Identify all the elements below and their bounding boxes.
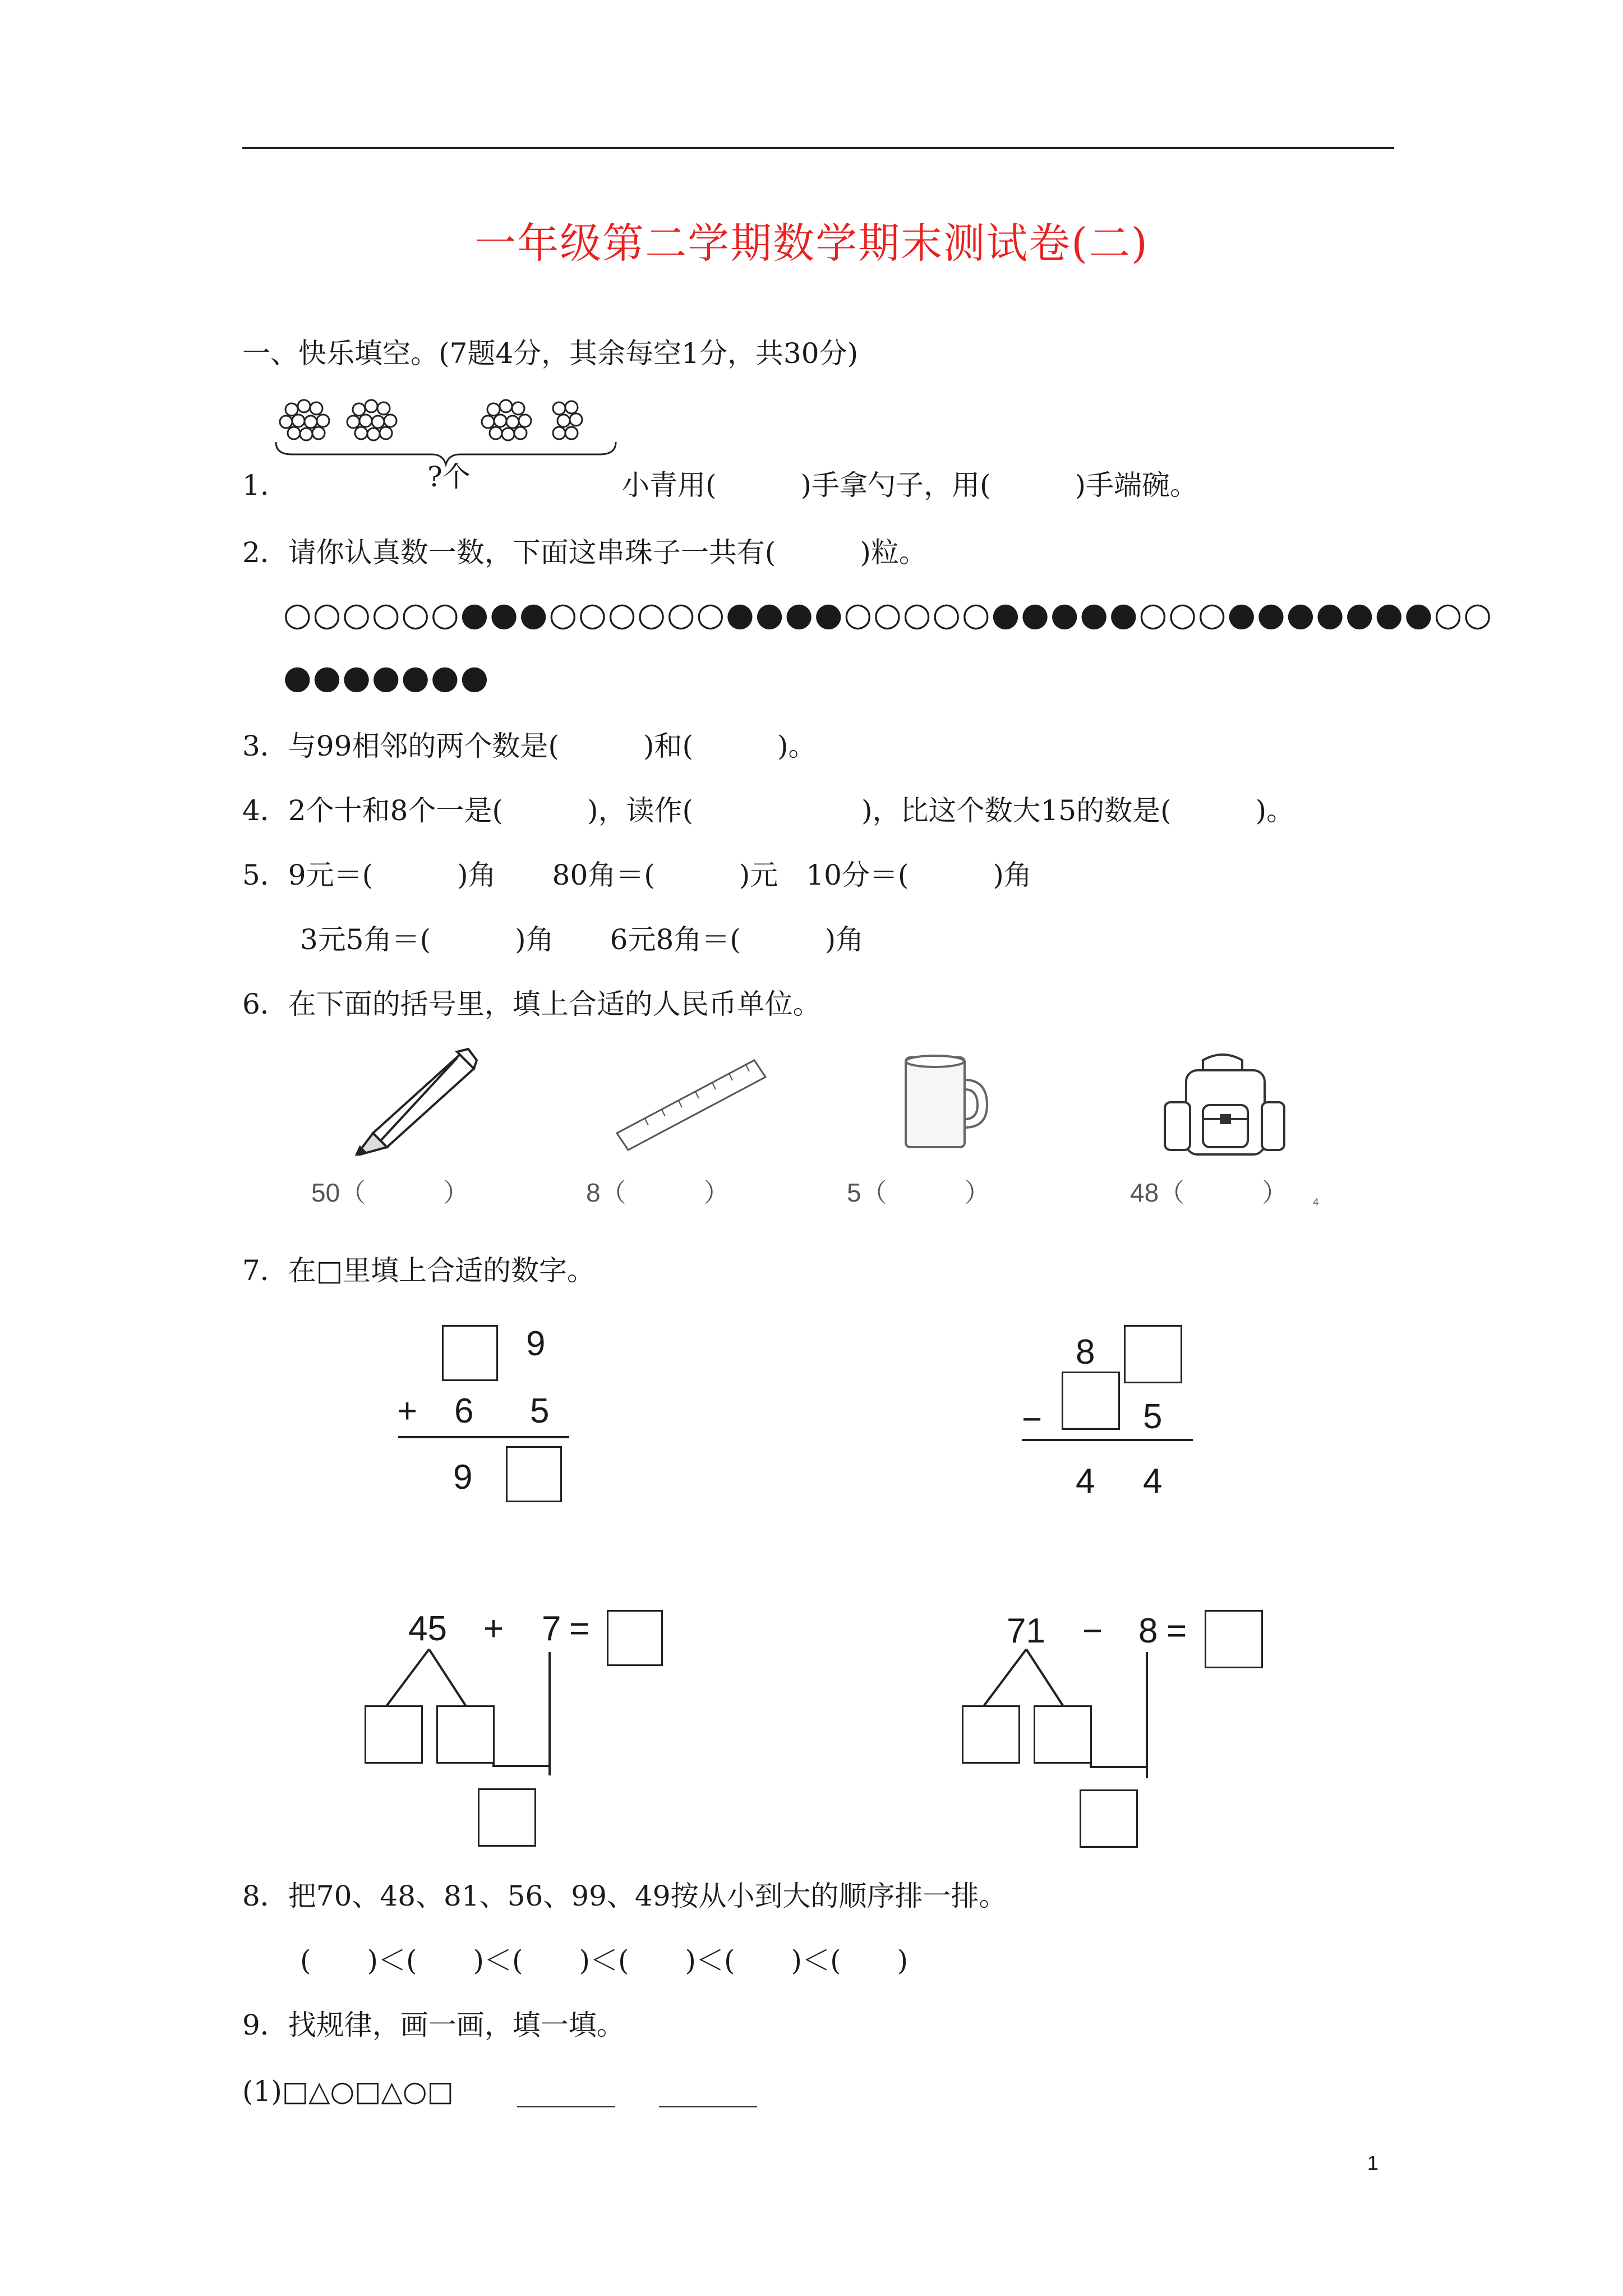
split-sub-eq: =	[1166, 1612, 1187, 1650]
add-result-ones-box[interactable]	[506, 1446, 562, 1502]
sub-result-ones: 4	[1143, 1462, 1163, 1501]
page-number: 1	[1367, 2151, 1379, 2174]
q5-line2: 3元5角＝( )角 6元8角＝( )角	[300, 923, 864, 956]
split-add-eq: =	[569, 1609, 590, 1648]
sub-rule	[1022, 1439, 1193, 1441]
add-result-tens: 9	[453, 1458, 473, 1497]
mug-icon	[897, 1049, 993, 1156]
q9-text: 9．找规律，画一画，填一填。	[242, 2009, 625, 2041]
split-sub-op: −	[1082, 1612, 1103, 1650]
add-rule	[398, 1436, 569, 1438]
q1-brace-label: ?个	[427, 461, 471, 493]
split-sub-b: 8	[1138, 1612, 1158, 1650]
add-mid-tens: 6	[454, 1392, 474, 1430]
sub-top-tens: 8	[1076, 1333, 1095, 1372]
bead-cluster	[280, 400, 329, 440]
add-mid-ones: 5	[530, 1392, 550, 1430]
q6-text: 6．在下面的括号里，填上合适的人民币单位。	[242, 988, 821, 1020]
q6-price-pencil: 50（ ）	[311, 1178, 469, 1207]
q9-sub1: (1)□△○□△○□	[242, 2075, 454, 2108]
q6-price-mug: 5（ ）	[847, 1178, 990, 1207]
split-add-answer-box[interactable]	[607, 1610, 663, 1666]
q6-price-backpack: 48（ ）	[1130, 1178, 1288, 1207]
sub-minus-sign: −	[1022, 1400, 1043, 1439]
section-heading: 一、快乐填空。(7题4分，其余每空1分，共30分)	[242, 337, 859, 370]
q1-text: 小青用( )手拿勺子，用( )手端碗。	[621, 469, 1198, 501]
split-sub-tens-box[interactable]	[962, 1705, 1020, 1764]
q7-text: 7．在□里填上合适的数字。	[242, 1254, 596, 1287]
split-add-tens-box[interactable]	[365, 1705, 423, 1764]
q9-blank-2[interactable]: _______	[659, 2075, 757, 2108]
q6-trailing-mark: ₄	[1312, 1189, 1320, 1208]
split-sub-ones-box[interactable]	[1034, 1705, 1092, 1764]
sub-result-tens: 4	[1076, 1462, 1095, 1501]
q6-price-ruler: 8（ ）	[586, 1178, 730, 1207]
add-plus-sign: +	[397, 1392, 418, 1430]
backpack-icon	[1158, 1049, 1287, 1161]
q1-number: 1.	[242, 469, 269, 501]
split-sub-diff-box[interactable]	[1080, 1789, 1138, 1848]
q3-text: 3．与99相邻的两个数是( )和( )。	[242, 730, 817, 762]
sub-mid-tens-box[interactable]	[1062, 1372, 1120, 1430]
q2-beads-line2: ●●●●●●●	[283, 658, 490, 696]
header-rule	[242, 147, 1394, 149]
beads-group-illustration	[269, 393, 628, 471]
page-title: 一年级第二学期数学期末测试卷(二)	[474, 219, 1149, 268]
q9-blank-1[interactable]: _______	[517, 2075, 615, 2108]
q2-text: 2．请你认真数一数，下面这串珠子一共有( )粒。	[242, 536, 927, 569]
q5-line1: 5．9元＝( )角 80角＝( )元 10分＝( )角	[242, 859, 1032, 891]
split-sub-a: 71	[1007, 1612, 1045, 1650]
q4-text: 4．2个十和8个一是( )，读作( )，比这个数大15的数是( )。	[242, 794, 1295, 827]
add-top-tens-box[interactable]	[442, 1325, 498, 1381]
split-add-op: +	[483, 1609, 504, 1648]
split-add-ones-box[interactable]	[436, 1705, 495, 1764]
q8-order-line: ( )＜( )＜( )＜( )＜( )＜( )	[300, 1944, 909, 1977]
pencil-icon	[348, 1043, 482, 1156]
split-add-b: 7	[542, 1609, 561, 1648]
split-sub-answer-box[interactable]	[1205, 1610, 1263, 1668]
split-add-sum-box[interactable]	[478, 1788, 536, 1847]
split-add-a: 45	[408, 1609, 447, 1648]
sub-mid-ones: 5	[1143, 1397, 1163, 1436]
q2-beads-line1: ○○○○○○●●●○○○○○○●●●●○○○○○●●●●●○○○●●●●●●●○○	[283, 595, 1493, 633]
ruler-icon	[611, 1055, 768, 1156]
q8-text: 8．把70、48、81、56、99、49按从小到大的顺序排一排。	[242, 1880, 1007, 1912]
sub-top-ones-box[interactable]	[1124, 1325, 1182, 1383]
add-top-ones: 9	[526, 1324, 546, 1363]
